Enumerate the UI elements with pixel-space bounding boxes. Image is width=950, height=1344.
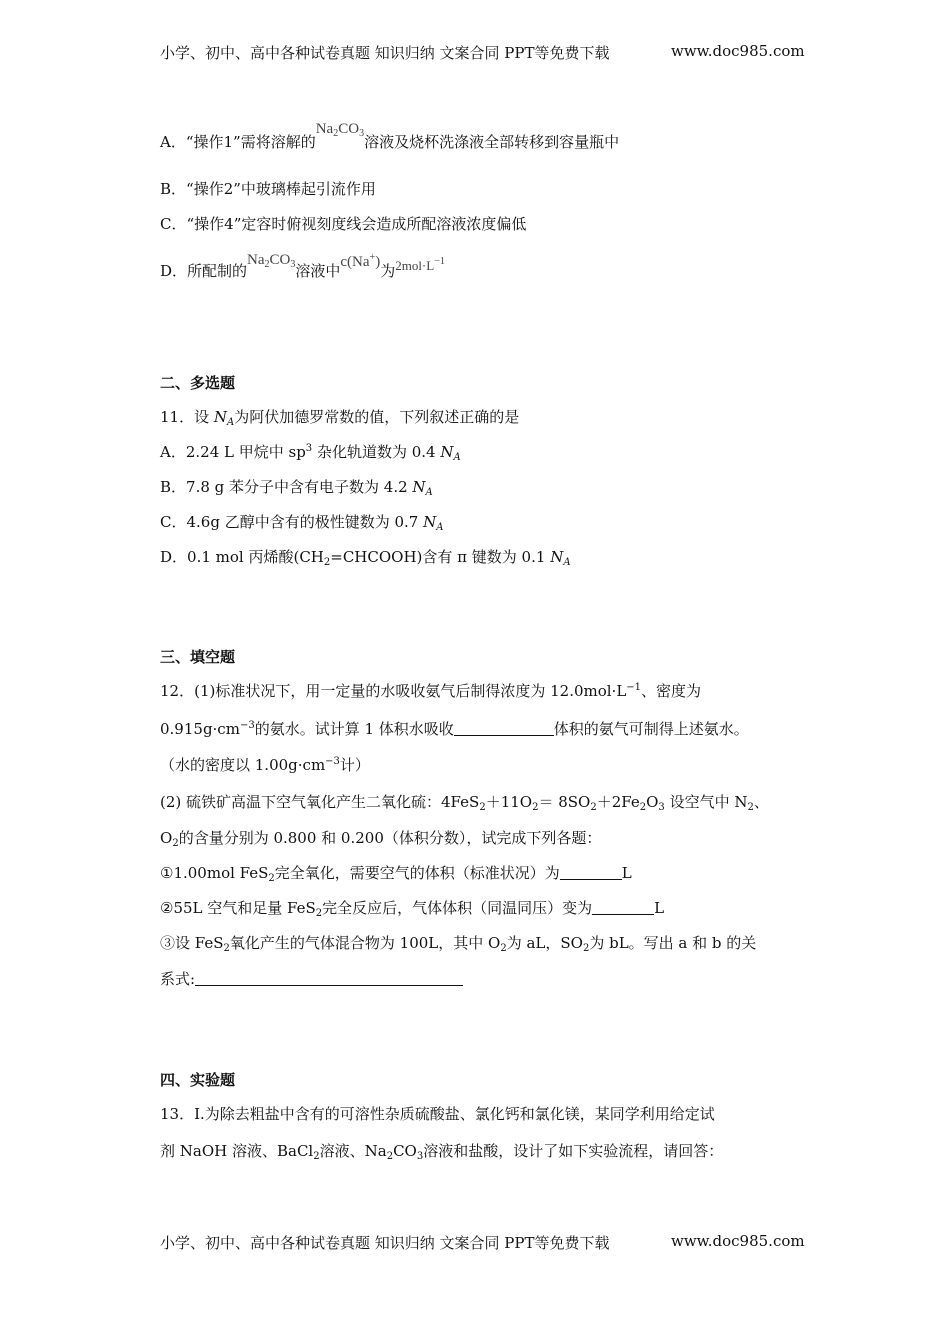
section-4-title: 四、实验题: [160, 1071, 236, 1089]
footer-left: 小学、初中、高中各种试卷真题 知识归纳 文案合同 PPT等免费下载: [160, 1234, 610, 1252]
q12-line-2: $0.915g\cdot cm^{-3}$的氨水。试计算 1 体积水吸收 体积的氨气可制得上述氨水。: [160, 720, 749, 738]
q12-line-8: ③设 FeS$_2$氧化产生的气体混合物为 100L，其中 $O_2$为 aL，$SO_2$为 bL。写出 a 和 b 的关: [160, 934, 757, 954]
answer-blank-1[interactable]: [454, 721, 554, 736]
answer-blank-2[interactable]: [560, 865, 622, 880]
q10-d-wei: 为: [380, 262, 396, 280]
q13-line-1: 13．Ⅰ.为除去粗盐中含有的可溶性杂质硫酸盐、氯化钙和氯化镁，某同学利用给定试: [160, 1105, 715, 1123]
formula-conc: $2mol\cdot L^{-1}$: [395, 256, 445, 273]
answer-blank-4[interactable]: [195, 971, 463, 986]
footer-url: www.doc985.com: [671, 1232, 805, 1250]
q12-line-3: （水的密度以 $1.00g\cdot cm^{-3}$计）: [160, 756, 370, 774]
formula-na2co3-d: $Na_2CO_3$: [247, 252, 296, 270]
q12-line-6: ①1.00mol FeS$_2$完全氧化，需要空气的体积（标准状况）为 L: [160, 864, 632, 884]
q12-line-9: [160, 968, 463, 989]
formula-c-na: c(Na+): [340, 252, 381, 270]
q10-option-b: B．“操作2”中玻璃棒起引流作用: [160, 180, 376, 198]
formula-na2co3: $Na_2CO_3$: [315, 121, 365, 139]
q11-option-c: C．4.6g 乙醇中含有的极性键数为 0.7 $N_A$: [160, 513, 444, 533]
q10-option-c: C．“操作4”定容时俯视刻度线会造成所配溶液浓度偏低: [160, 215, 527, 233]
q10-a-prefix: A．“操作1”需将溶解的: [160, 133, 316, 151]
q10-a-suffix: 溶液及烧杯洗涤液全部转移到容量瓶中: [364, 133, 620, 151]
q12-line-9-text: 系式:: [160, 970, 196, 988]
section-3-title: 三、填空题: [160, 648, 236, 666]
q10-option-d: [160, 252, 445, 281]
answer-blank-3[interactable]: [592, 900, 654, 915]
q10-d-prefix: D．所配制的: [160, 262, 248, 280]
q12-line-7: ②55L 空气和足量 FeS$_2$完全反应后，气体体积（同温同压）变为 L: [160, 899, 665, 919]
q13-line-2: 剂 NaOH 溶液、BaCl$_2$溶液、$Na_2CO_3$溶液和盐酸，设计了如下实验流程，请回答：: [160, 1142, 724, 1162]
q12-line-5: $O_2$的含量分别为 0.800 和 0.200（体积分数），试完成下列各题：: [160, 829, 602, 849]
q11-option-a: A．2.24 L 甲烷中 $sp^3$ 杂化轨道数为 0.4 $N_A$: [160, 443, 461, 463]
q11-option-b: B．7.8 g 苯分子中含有电子数为 4.2 $N_A$: [160, 478, 433, 498]
q12-line-1: 12．(1)标准状况下，用一定量的水吸收氨气后制得浓度为 $12.0mol\cdot L^{-1}$、密度为: [160, 682, 702, 700]
q11-stem: 11．设 $N_A$为阿伏加德罗常数的值，下列叙述正确的是: [160, 408, 520, 428]
section-2-title: 二、多选题: [160, 374, 236, 392]
header-left: 小学、初中、高中各种试卷真题 知识归纳 文案合同 PPT等免费下载: [160, 44, 610, 62]
q11-option-d: D．0.1 mol 丙烯酸$(CH_2=CHCOOH)$含有 π 键数为 0.1 $N_A$: [160, 548, 571, 568]
q10-d-mid: 溶液中: [295, 262, 341, 280]
q10-option-a: [160, 121, 620, 152]
q12-line-4: (2) 硫铁矿高温下空气氧化产生二氧化硫：$4FeS_2+11O_2= 8SO_2+2Fe_2O_3$ 设空气中 $N_2$、: [160, 793, 769, 813]
header-url: www.doc985.com: [671, 42, 805, 60]
